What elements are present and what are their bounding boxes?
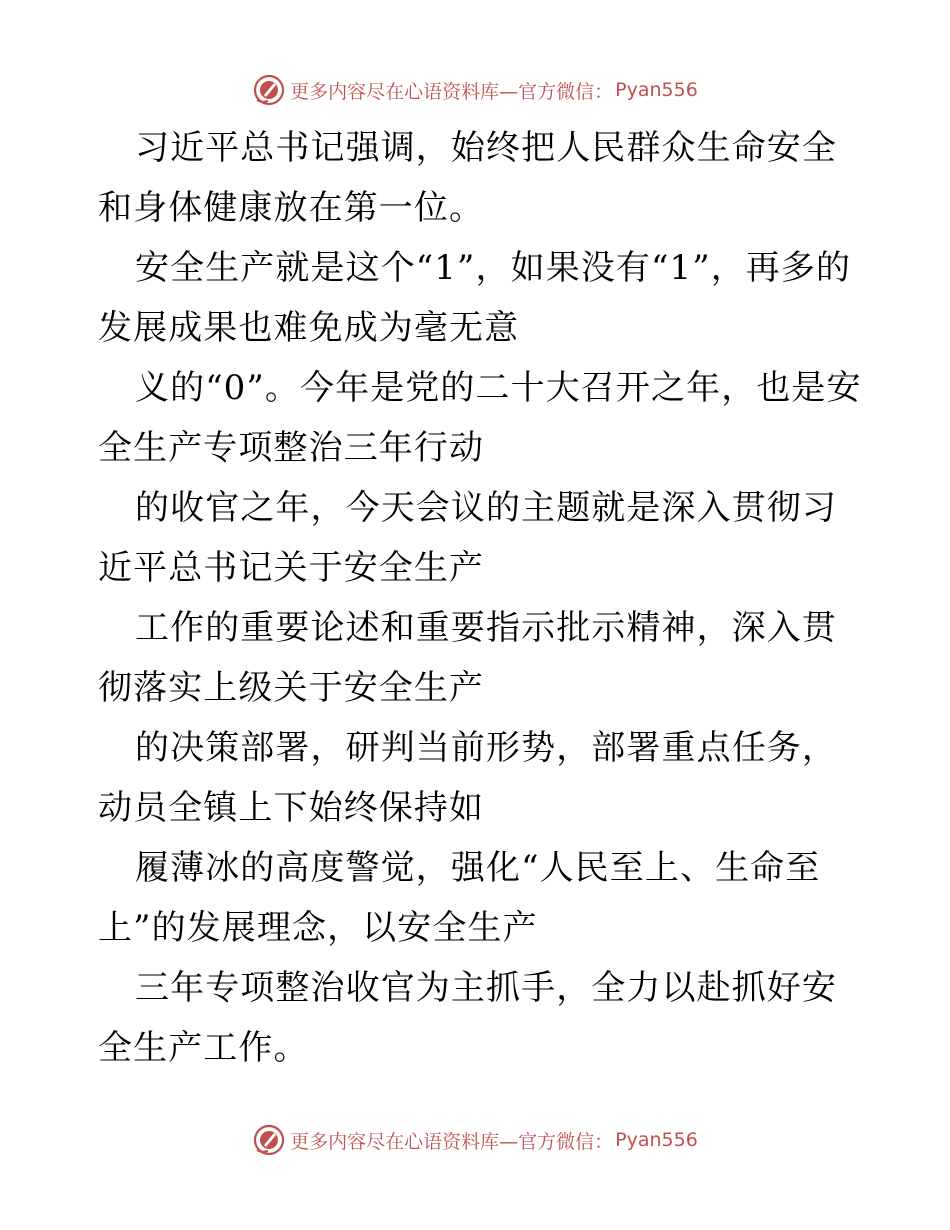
watermark-wechat-id: Pyan556 <box>615 79 698 101</box>
paragraph: 履薄冰的高度警觉，强化“人民至上、生命至上”的发展理念，以安全生产 <box>98 848 821 948</box>
watermark-text: 更多内容尽在心语资料库—官方微信： <box>290 80 614 103</box>
watermark-text: 更多内容尽在心语资料库—官方微信： <box>290 1130 614 1153</box>
footer-watermark <box>0 1120 950 1160</box>
paragraph: 的决策部署，研判当前形势，部署重点任务，动员全镇上下始终保持如 <box>98 728 837 828</box>
watermark-wechat-id: Pyan556 <box>615 1129 698 1151</box>
paragraph: 义的“0”。今年是党的二十大召开之年，也是安全生产专项整治三年行动 <box>98 368 862 468</box>
header-watermark <box>0 70 950 110</box>
document-body <box>98 118 868 1078</box>
paragraph: 安全生产就是这个“1”，如果没有“1”，再多的发展成果也难免成为毫无意 <box>98 248 852 348</box>
paragraph: 的收官之年，今天会议的主题就是深入贯彻习近平总书记关于安全生产 <box>98 488 837 588</box>
paragraph: 习近平总书记强调，始终把人民群众生命安全和身体健康放在第一位。 <box>98 128 837 228</box>
pen-nib-circle-icon <box>252 73 286 107</box>
paragraph: 三年专项整治收官为主抓手，全力以赴抓好安全生产工作。 <box>98 968 837 1068</box>
paragraph: 工作的重要论述和重要指示批示精神，深入贯彻落实上级关于安全生产 <box>98 608 837 708</box>
pen-nib-circle-icon <box>252 1123 286 1157</box>
